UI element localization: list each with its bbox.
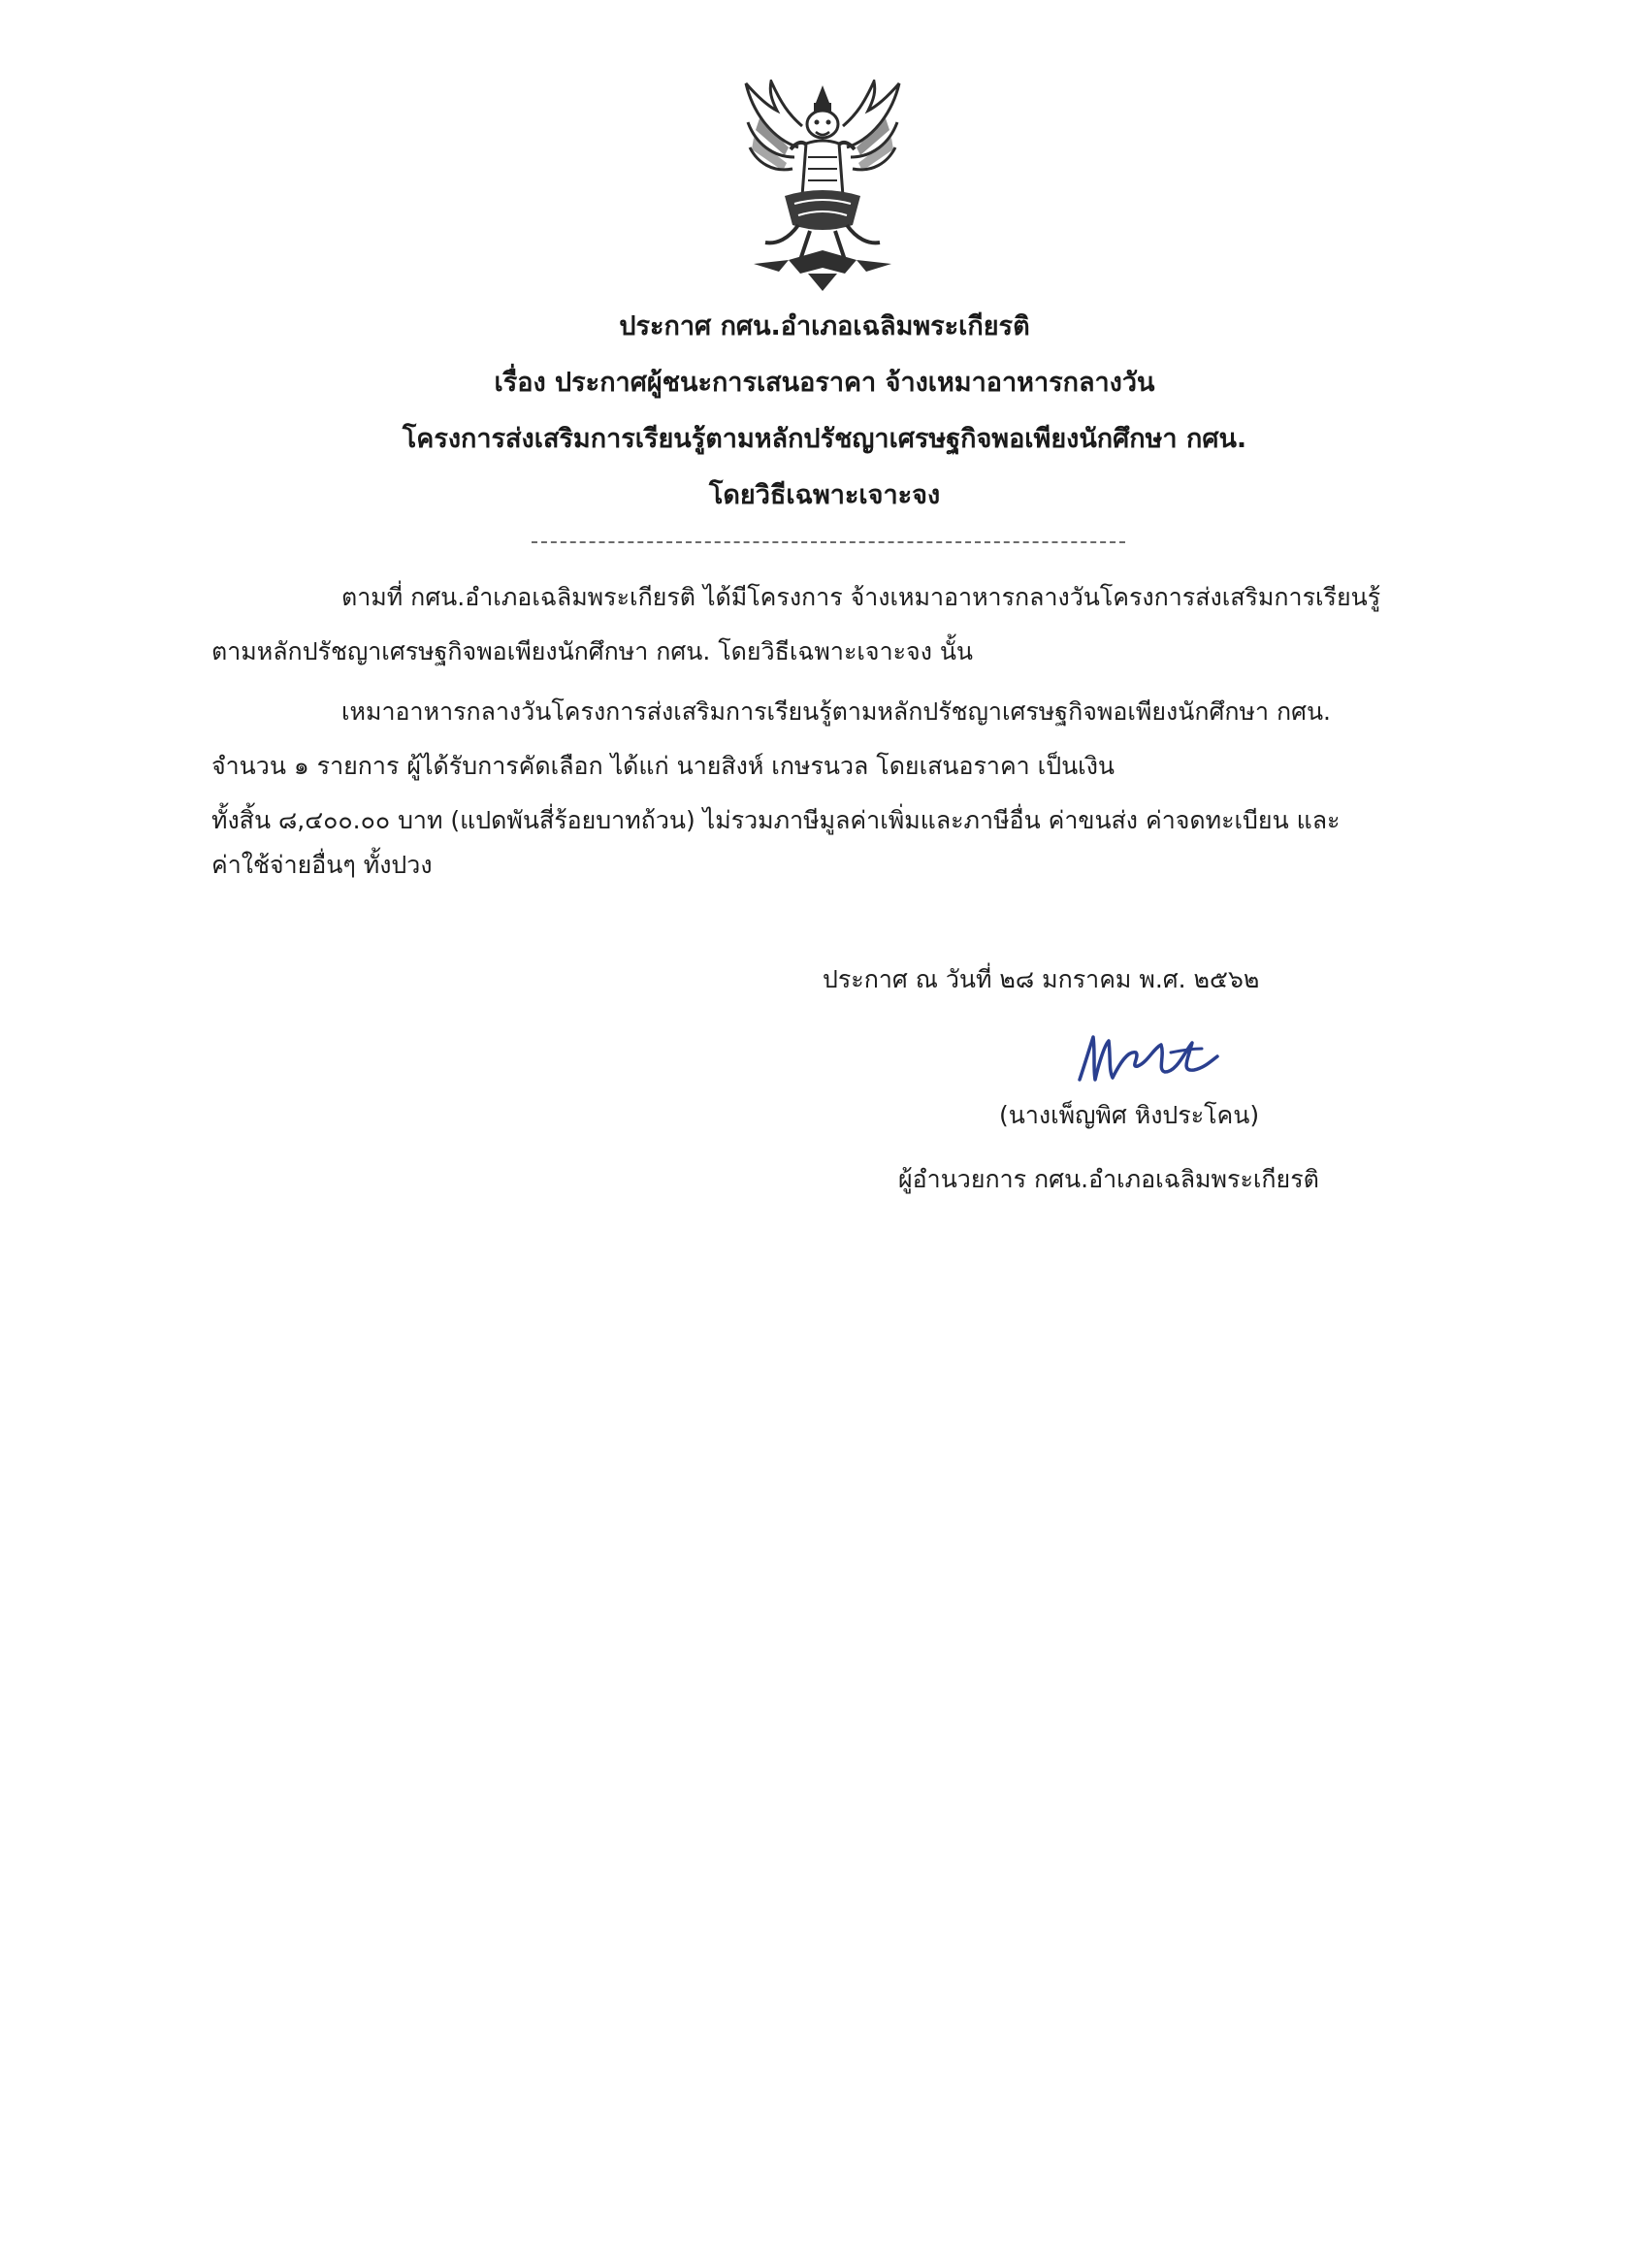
- paragraph-2-line-1: เหมาอาหารกลางวันโครงการส่งเสริมการเรียนรู้ตามหลักปรัชญาเศรษฐกิจพอเพียงนักศึกษา กศน.: [341, 697, 1331, 726]
- announcement-date: ประกาศ ณ วันที่ ๒๘ มกราคม พ.ศ. ๒๕๖๒: [823, 965, 1260, 993]
- paragraph-1-line-1: ตามที่ กศน.อำเภอเฉลิมพระเกียรติ ได้มีโครงการ จ้างเหมาอาหารกลางวันโครงการส่งเสริมการเรียนรู้: [341, 583, 1381, 611]
- signer-title: ผู้อำนวยการ กศน.อำเภอเฉลิมพระเกียรติ: [898, 1165, 1319, 1193]
- dashed-divider: [532, 541, 1125, 543]
- procurement-method: โดยวิธีเฉพาะเจาะจง: [708, 480, 941, 510]
- paragraph-2-line-3: ทั้งสิ้น ๘,๔๐๐.๐๐ บาท (แปดพันสี่ร้อยบาทถ้วน) ไม่รวมภาษีมูลค่าเพิ่มและภาษีอื่น ค่าขนส่ง ค่าจดทะเบียน และ: [211, 806, 1341, 834]
- project-name: โครงการส่งเสริมการเรียนรู้ตามหลักปรัชญาเศรษฐกิจพอเพียงนักศึกษา กศน.: [402, 424, 1247, 454]
- garuda-emblem-icon: [730, 80, 915, 295]
- signer-name: (นางเพ็ญพิศ หิงประโคน): [999, 1101, 1260, 1129]
- announcement-title: ประกาศ กศน.อำเภอเฉลิมพระเกียรติ: [619, 311, 1030, 341]
- handwritten-signature-icon: [1072, 1023, 1227, 1091]
- paragraph-1-line-2: ตามหลักปรัชญาเศรษฐกิจพอเพียงนักศึกษา กศน. โดยวิธีเฉพาะเจาะจง นั้น: [211, 637, 974, 665]
- paragraph-2-line-2: จำนวน ๑ รายการ ผู้ได้รับการคัดเลือก ได้แก่ นายสิงห์ เกษรนวล โดยเสนอราคา เป็นเงิน: [211, 752, 1116, 780]
- paragraph-2-line-4: ค่าใช้จ่ายอื่นๆ ทั้งปวง: [211, 851, 433, 879]
- announcement-subject: เรื่อง ประกาศผู้ชนะการเสนอราคา จ้างเหมาอาหารกลางวัน: [494, 368, 1155, 398]
